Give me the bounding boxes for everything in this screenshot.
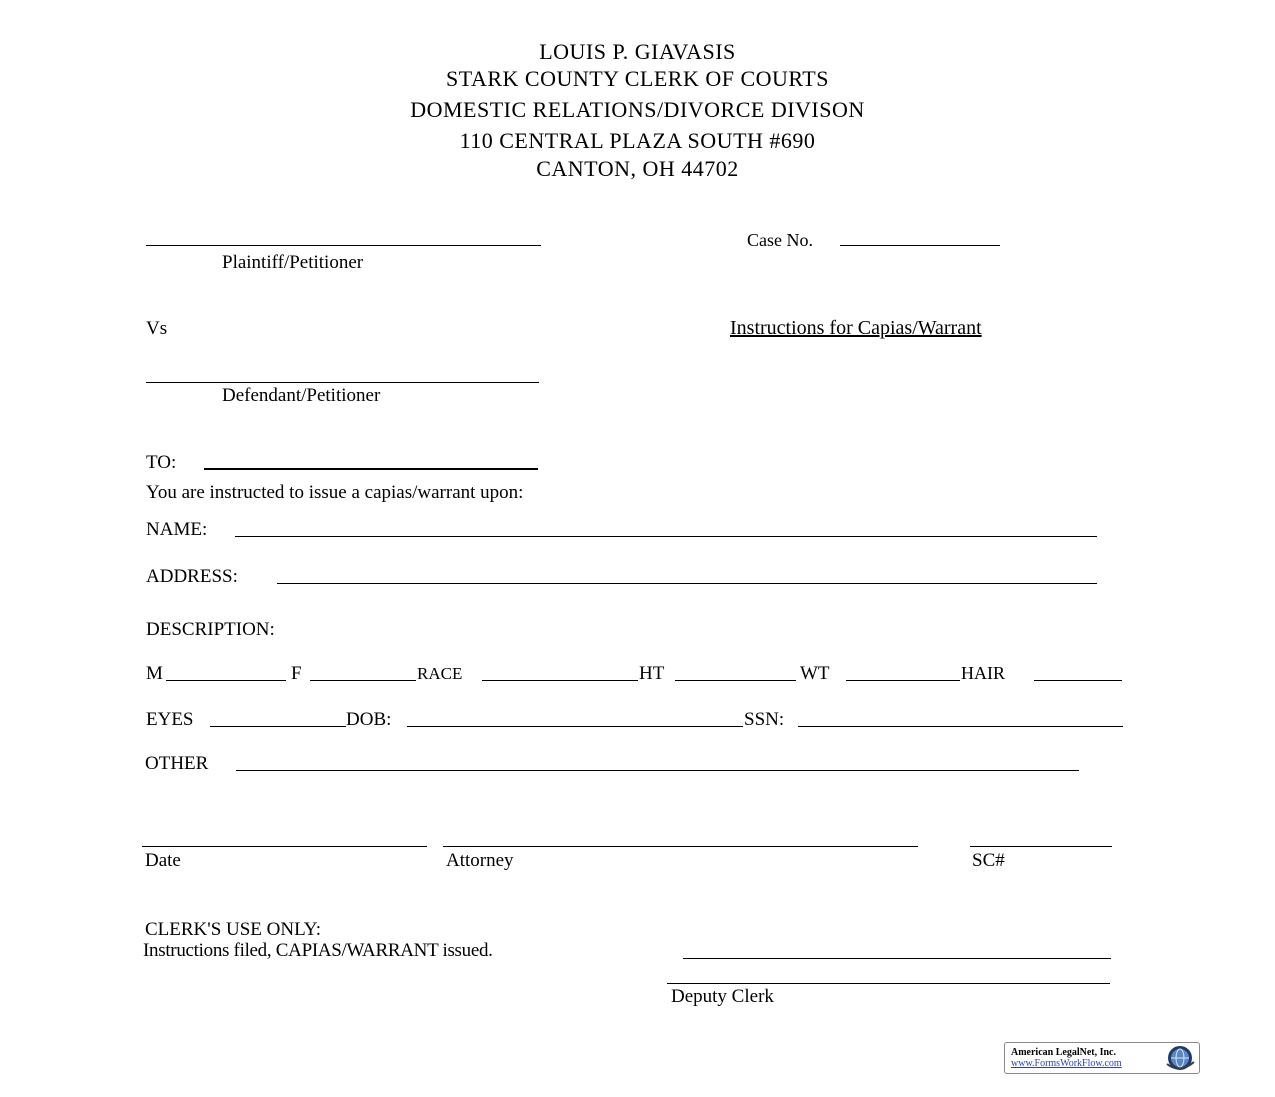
sc-label: SC# bbox=[972, 850, 1005, 871]
plaintiff-label: Plaintiff/Petitioner bbox=[222, 252, 364, 273]
hair-line[interactable] bbox=[1034, 680, 1122, 681]
clerk-filed-line[interactable] bbox=[683, 958, 1111, 959]
sc-line[interactable] bbox=[970, 846, 1112, 847]
form-title: Instructions for Capias/Warrant bbox=[730, 317, 982, 339]
wt-line[interactable] bbox=[846, 680, 960, 681]
m-line[interactable] bbox=[166, 680, 286, 681]
header-court: STARK COUNTY CLERK OF COURTS bbox=[446, 66, 829, 91]
name-line[interactable] bbox=[235, 536, 1097, 537]
f-label: F bbox=[291, 663, 302, 684]
american-legalnet-logo[interactable] bbox=[1004, 1042, 1200, 1074]
defendant-line[interactable] bbox=[146, 382, 539, 383]
vs-label: Vs bbox=[146, 318, 168, 339]
dob-label: DOB: bbox=[346, 709, 392, 730]
ssn-label: SSN: bbox=[744, 709, 785, 730]
globe-icon bbox=[1163, 1044, 1197, 1072]
race-line[interactable] bbox=[482, 680, 638, 681]
instruction-text: You are instructed to issue a capias/warrant upon: bbox=[146, 482, 524, 503]
hair-label: HAIR bbox=[961, 663, 1005, 683]
date-label: Date bbox=[145, 850, 181, 871]
header-address: 110 CENTRAL PLAZA SOUTH #690 bbox=[459, 128, 816, 153]
defendant-label: Defendant/Petitioner bbox=[222, 385, 381, 406]
eyes-label: EYES bbox=[146, 709, 194, 730]
deputy-clerk-label: Deputy Clerk bbox=[671, 986, 774, 1007]
name-label: NAME: bbox=[146, 519, 208, 540]
clerk-filed-text: Instructions filed, CAPIAS/WARRANT issued. bbox=[143, 940, 493, 961]
to-label: TO: bbox=[146, 452, 177, 473]
logo-url[interactable]: www.FormsWorkFlow.com bbox=[1011, 1058, 1122, 1069]
ssn-line[interactable] bbox=[798, 726, 1123, 727]
clerk-use-label: CLERK'S USE ONLY: bbox=[145, 919, 322, 940]
address-line[interactable] bbox=[277, 583, 1097, 584]
to-line[interactable] bbox=[204, 468, 538, 470]
date-line[interactable] bbox=[142, 846, 427, 847]
case-no-line[interactable] bbox=[840, 245, 1000, 246]
ht-line[interactable] bbox=[675, 680, 796, 681]
eyes-line[interactable] bbox=[210, 726, 346, 727]
attorney-label: Attorney bbox=[446, 850, 514, 871]
case-no-label: Case No. bbox=[747, 230, 813, 250]
attorney-line[interactable] bbox=[443, 846, 918, 847]
header-division: DOMESTIC RELATIONS/DIVORCE DIVISON bbox=[410, 97, 865, 122]
other-label: OTHER bbox=[145, 753, 209, 774]
header-city: CANTON, OH 44702 bbox=[536, 156, 739, 181]
dob-line[interactable] bbox=[407, 726, 743, 727]
logo-company-name: American LegalNet, Inc. bbox=[1011, 1047, 1116, 1058]
f-line[interactable] bbox=[310, 680, 416, 681]
header-name: LOUIS P. GIAVASIS bbox=[539, 39, 736, 64]
wt-label: WT bbox=[800, 663, 830, 684]
description-label: DESCRIPTION: bbox=[146, 619, 275, 640]
other-line[interactable] bbox=[236, 770, 1079, 771]
plaintiff-line[interactable] bbox=[146, 245, 541, 246]
address-label: ADDRESS: bbox=[146, 566, 238, 587]
race-label: RACE bbox=[417, 664, 463, 683]
m-label: M bbox=[146, 663, 163, 684]
deputy-clerk-line[interactable] bbox=[667, 983, 1110, 984]
ht-label: HT bbox=[639, 663, 665, 684]
